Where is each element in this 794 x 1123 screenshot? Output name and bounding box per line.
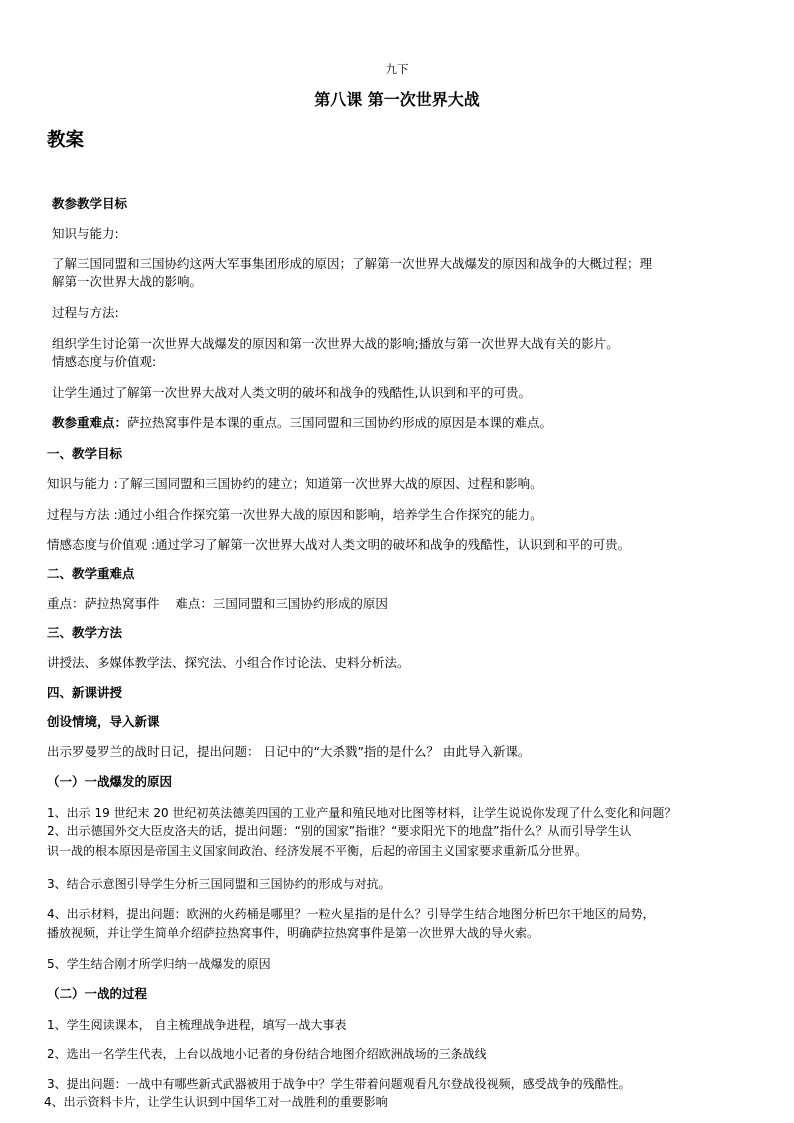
p1-item-2b: 识一战的根本原因是帝国主义国家间政治、经济发展不平衡，后起的帝国主义国家要求重新瓜分世界。 [47,844,588,858]
s1-emotion: 情感态度与价值观 :通过学习了解第一次世界大战对人类文明的破坏和战争的残酷性，认识到和平的可贵。 [47,537,631,552]
p2-item-4: 4、出示资料卡片，让学生认识到中国华工对一战胜利的重要影响 [44,1095,388,1109]
knowledge-text-2: 解第一次世界大战的影响。 [52,274,203,289]
grade-label: 九下 [385,62,409,76]
p1-item-3: 3、结合示意图引导学生分析三国同盟和三国协约的形成与对抗。 [47,877,391,891]
p1-item-2a: 2、出示德国外交大臣皮洛夫的话，提出问题：“别的国家”指谁？“要求阳光下的地盘”指什么？从而引导学生认 [47,824,632,838]
s3-heading: 三、教学方法 [47,625,123,640]
p1-item-1: 1、出示 19 世纪末 20 世纪初英法德美四国的工业产量和殖民地对比图等材料，让学生说说你发现了什么变化和问题？ [47,806,677,820]
s1-heading: 一、教学目标 [47,446,123,461]
intro-heading: 创设情境，导入新课 [47,714,160,729]
emotion-text: 让学生通过了解第一次世界大战对人类文明的破坏和战争的残酷性,认识到和平的可贵。 [52,385,531,400]
s3-text: 讲授法、多媒体教学法、探究法、小组合作讨论法、史料分析法。 [47,655,410,670]
p2-item-3: 3、提出问题：一战中有哪些新式武器被用于战争中？学生带着问题观看凡尔登战役视频，感受战争的残酷性。 [47,1077,631,1091]
part1-heading: （一）一战爆发的原因 [47,774,173,789]
key-label: 教参重难点： [52,415,128,430]
p2-item-1: 1、学生阅读课本， 自主梳理战争进程，填写一战大事表 [47,1018,347,1032]
knowledge-label: 知识与能力: [52,226,119,241]
knowledge-text-1: 了解三国同盟和三国协约这两大军事集团形成的原因；了解第一次世界大战爆发的原因和战争的大概过程；理 [52,256,653,271]
part2-heading: （二）一战的过程 [47,986,148,1001]
s2-heading: 二、教学重难点 [47,566,135,581]
goals-heading: 教参教学目标 [52,196,128,211]
key-points [52,415,552,431]
s1-knowledge: 知识与能力 :了解三国同盟和三国协约的建立；知道第一次世界大战的原因、过程和影响。 [47,476,543,491]
p1-item-4a: 4、出示材料，提出问题：欧洲的火药桶是哪里？一粒火星指的是什么？引导学生结合地图分析巴尔干地区的局势， [47,907,655,921]
page-title: 第八课 第一次世界大战 [314,90,480,109]
p1-item-5: 5、学生结合刚才所学归纳一战爆发的原因 [47,957,271,971]
key-text: 萨拉热窝事件是本课的重点。三国同盟和三国协约形成的原因是本课的难点。 [127,415,553,430]
intro-text: 出示罗曼罗兰的战时日记，提出问题： 日记中的“大杀戮”指的是什么？ 由此导入新课。 [47,744,531,759]
emotion-label: 情感态度与价值观: [52,354,157,369]
s2-text: 重点：萨拉热窝事件 难点：三国同盟和三国协约形成的原因 [47,596,388,611]
s4-heading: 四、新课讲授 [47,685,123,700]
s1-process: 过程与方法 :通过小组合作探究第一次世界大战的原因和影响，培养学生合作探究的能力。 [47,507,543,522]
section-heading: 教案 [47,130,85,151]
process-label: 过程与方法: [52,305,119,320]
p2-item-2: 2、选出一名学生代表，上台以战地小记者的身份结合地图介绍欧洲战场的三条战线 [47,1047,487,1061]
process-text: 组织学生讨论第一次世界大战爆发的原因和第一次世界大战的影响;播放与第一次世界大战有关的影片。 [52,336,619,351]
p1-item-4b: 播放视频，并让学生简单介绍萨拉热窝事件，明确萨拉热窝事件是第一次世界大战的导火索。 [47,926,540,940]
